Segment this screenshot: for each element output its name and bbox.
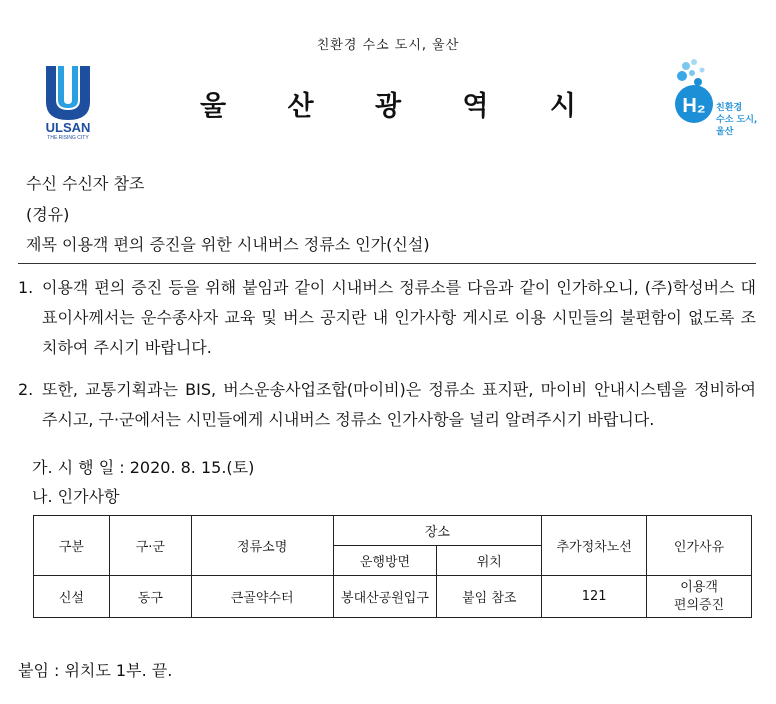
cell-routes: 121 [542,576,647,618]
header-direction: 운행방면 [333,546,437,576]
svg-text:ULSAN: ULSAN [45,120,91,135]
header-category: 구분 [34,516,110,576]
svg-text:친환경: 친환경 [716,103,743,113]
svg-text:H₂: H₂ [682,95,706,117]
paragraph-number: 2. [18,380,34,399]
approval-heading: 나. 인가사항 [32,487,120,506]
recipient-line: 수신 수신자 참조 [26,174,145,193]
paragraph-text: 또한, 교통기획과는 BIS, 버스운송사업조합(마이비)은 정류소 표지판, 마이비 안내시스템을 정비하여 주시고, 구·군에서는 시민들에게 시내버스 정류소 인가사항을 널리 알려주시기 바랍니다. [42,380,756,429]
cell-district: 동구 [109,576,191,618]
svg-text:THE RISING CITY: THE RISING CITY [47,135,89,140]
header-routes: 추가정차노선 [542,516,647,576]
header-reason: 인가사유 [647,516,752,576]
cell-stop-name: 큰골약수터 [191,576,333,618]
header-district: 구·군 [109,516,191,576]
reason-line-1: 이용객 [680,579,718,595]
city-slogan: 친환경 수소 도시, 울산 [316,38,460,53]
header-location: 위치 [437,546,542,576]
effective-date: 가. 시 행 일 : 2020. 8. 15.(토) [32,458,255,477]
via-line: (경유) [26,205,70,224]
approval-table [33,515,752,618]
svg-text:수소 도시,: 수소 도시, [716,115,758,125]
svg-text:울산: 울산 [716,127,734,137]
paragraph-number: 1. [18,278,34,297]
attachment-note: 붙임 : 위치도 1부. 끝. [18,661,173,680]
hydrogen-city-emblem [668,56,758,146]
document-title: 울 산 광 역 시 [199,91,602,122]
table-row [34,576,752,618]
paragraph-text: 이용객 편의 증진 등을 위해 붙임과 같이 시내버스 정류소를 다음과 같이 인가하오니, (주)학성버스 대표이사께서는 운수종사자 교육 및 버스 공지란 내 인가사항 게시로 이용 시민들의 불편함이 없도록 조치하여 주시기 바랍니다. [42,278,756,357]
paragraph-1 [18,273,756,363]
reason-line-2: 편의증진 [673,597,725,613]
paragraph-2 [18,375,756,435]
header-place: 장소 [333,516,542,546]
header-stop-name: 정류소명 [191,516,333,576]
cell-reason [647,576,752,618]
cell-location: 붙임 참조 [437,576,542,618]
subject-line: 제목 이용객 편의 증진을 위한 시내버스 정류소 인가(신설) [26,235,430,254]
subject-underline [18,263,756,264]
cell-direction: 봉대산공원입구 [333,576,437,618]
cell-category: 신설 [34,576,110,618]
